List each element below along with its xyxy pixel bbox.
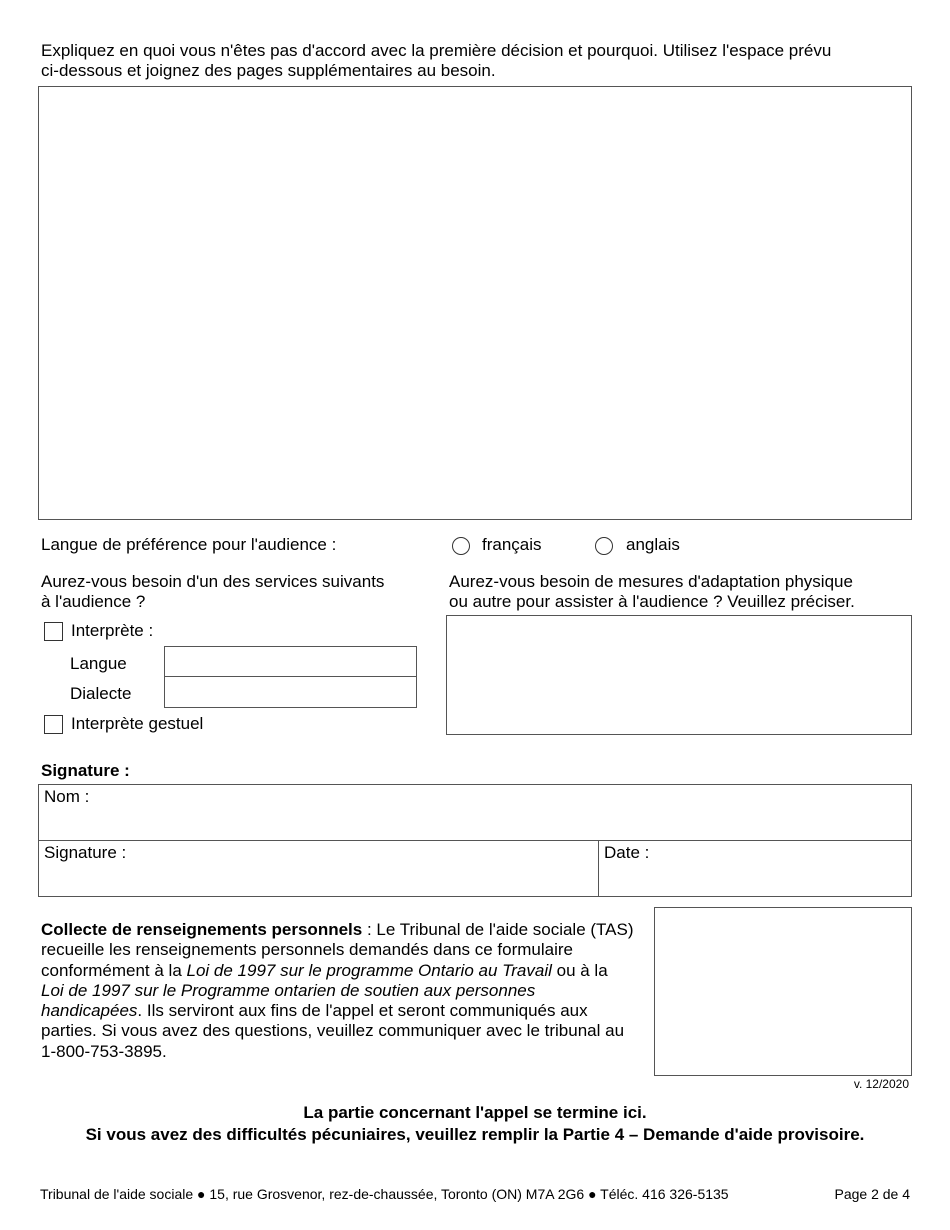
langue-label: Langue [70,654,127,673]
services-question [41,572,384,612]
signature-heading: Signature : [41,761,130,780]
services-question-line-1: Aurez-vous besoin d'un des services suivants [41,572,385,591]
option-anglais-label: anglais [626,535,680,554]
privacy-title: Collecte de renseignements personnels [41,920,363,939]
closing-notice [0,1102,950,1146]
privacy-notice [41,920,634,1062]
signature-field[interactable] [38,840,599,897]
dialecte-input[interactable] [164,676,417,708]
option-francais-label: français [482,535,542,554]
date-label: Date : [604,843,650,862]
dialecte-label: Dialecte [70,684,132,703]
footer-page-number: Page 2 de 4 [834,1186,910,1202]
office-use-box [654,907,912,1076]
interpreter-label: Interprète : [71,621,154,640]
closing-line-2: Si vous avez des difficultés pécuniaires, veuillez remplir la Partie 4 – Demande d'aide provisoire. [85,1125,865,1144]
interpreter-checkbox[interactable] [44,622,63,641]
privacy-text-3: . Ils serviront aux fins de l'appel et seront communiqués aux parties. Si vous avez des questions, veuillez communiquer avec le tribunal au 1-800-753-3895. [41,1001,625,1061]
radio-francais[interactable] [452,537,470,555]
accommodation-question [449,572,855,612]
nom-label: Nom : [44,787,90,806]
closing-line-1: La partie concernant l'appel se termine ici. [303,1103,647,1122]
nom-field[interactable] [38,784,912,841]
date-field[interactable] [598,840,912,897]
privacy-text-1: : Le Tribunal de l'aide sociale (TAS) recueille les renseignements personnels demandés dans ce formulaire conformément à la [41,920,634,980]
services-question-line-2: à l'audience ? [41,592,146,611]
langue-input[interactable] [164,646,417,677]
language-label: Langue de préférence pour l'audience : [41,535,337,554]
sign-interpreter-checkbox[interactable] [44,715,63,734]
instructions-line-1: Expliquez en quoi vous n'êtes pas d'accord avec la première décision et pourquoi. Utilisez l'espace prévu [41,41,832,60]
explanation-textarea[interactable] [38,86,912,520]
instructions [41,41,921,81]
sign-interpreter-label: Interprète gestuel [71,714,204,733]
footer-address: Tribunal de l'aide sociale ● 15, rue Grosvenor, rez-de-chaussée, Toronto (ON) M7A 2G6 ● Téléc. 416 326-5135 [40,1186,729,1202]
privacy-law-2: Loi de 1997 sur le Programme ontarien de soutien aux personnes handicapées [41,980,536,1021]
privacy-text-2: ou à la [551,960,608,980]
version-label: v. 12/2020 [853,1077,909,1091]
signature-label: Signature : [44,843,127,862]
accommodation-textarea[interactable] [446,615,912,735]
accommodation-question-line-2: ou autre pour assister à l'audience ? Veuillez préciser. [449,592,855,611]
privacy-law-1: Loi de 1997 sur le programme Ontario au Travail [186,960,552,980]
radio-anglais[interactable] [595,537,613,555]
instructions-line-2: ci-dessous et joignez des pages supplémentaires au besoin. [41,61,496,80]
accommodation-question-line-1: Aurez-vous besoin de mesures d'adaptation physique [449,572,853,591]
